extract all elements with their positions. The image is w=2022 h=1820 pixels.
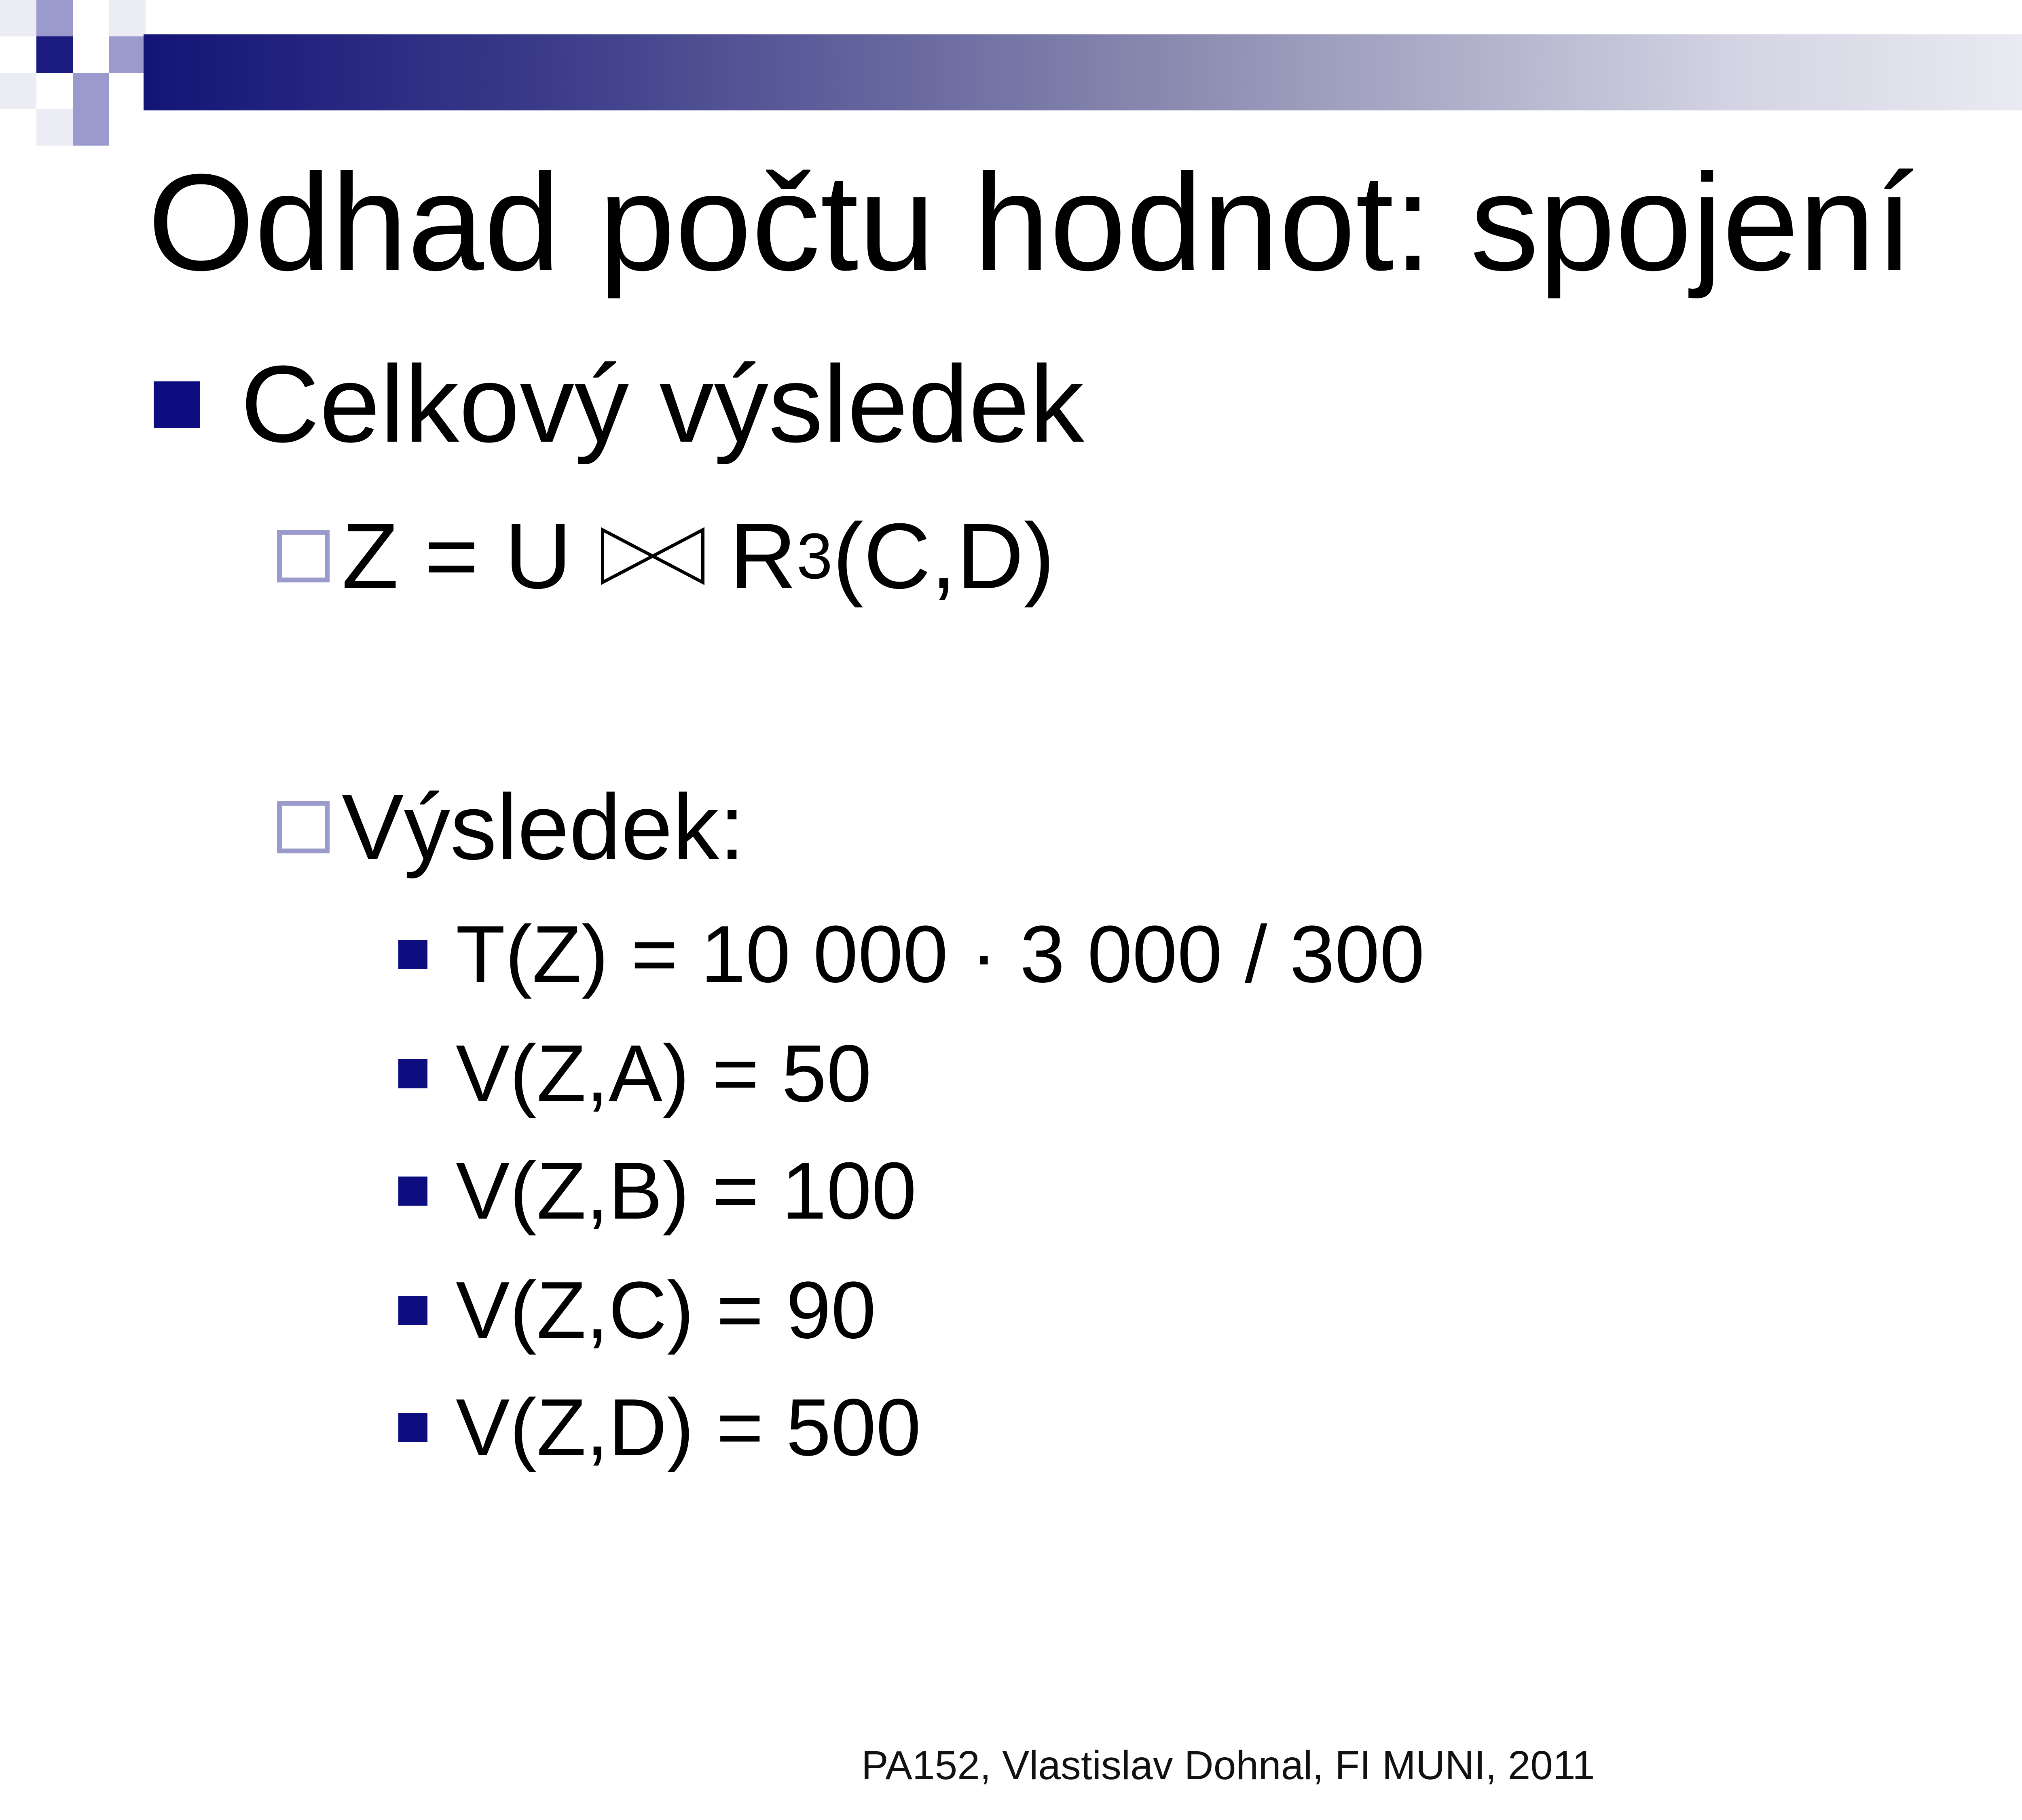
decor-square-light	[36, 0, 73, 36]
square-bullet-icon	[398, 1059, 427, 1088]
decor-square-pale-3	[0, 73, 36, 109]
decor-square-dark	[36, 36, 73, 73]
square-bullet-icon	[398, 1177, 427, 1206]
decor-square-pale	[0, 0, 36, 36]
decor-square-light-2	[109, 36, 146, 73]
formula-line	[277, 495, 1055, 617]
formula-args: (C,D)	[832, 504, 1055, 608]
square-bullet-icon	[398, 1413, 427, 1442]
hollow-square-bullet-icon	[277, 530, 330, 582]
formula: Z = U R 3 (C,D)	[342, 504, 1055, 608]
header-gradient-bar	[144, 34, 2022, 110]
result-item-tz: T(Z) = 10 000 · 3 000 / 300	[456, 909, 1425, 999]
result-item-vzb: V(Z,B) = 100	[456, 1146, 917, 1236]
slide-title: Odhad počtu hodnot: spojení	[148, 146, 1914, 299]
result-item-vzc: V(Z,C) = 90	[456, 1265, 876, 1355]
decor-square-light-4	[73, 109, 109, 146]
square-bullet-icon	[154, 381, 200, 428]
formula-relation: R	[729, 504, 797, 608]
list-item	[398, 1143, 916, 1240]
footer-text: PA152, Vlastislav Dohnal, FI MUNI, 2011	[861, 1743, 1595, 1788]
result-label-line	[277, 766, 745, 888]
square-bullet-icon	[398, 940, 427, 969]
bullet-overall-result	[154, 344, 1084, 465]
result-label: Výsledek:	[342, 775, 745, 879]
hollow-square-bullet-icon	[277, 801, 330, 853]
natural-join-icon	[600, 526, 705, 586]
list-item	[398, 1025, 871, 1122]
list-item	[398, 1379, 921, 1476]
formula-left: Z = U	[342, 504, 572, 608]
decor-square-pale-4	[36, 109, 73, 146]
square-bullet-icon	[398, 1296, 427, 1325]
list-item	[398, 906, 1425, 1003]
decor-square-light-3	[73, 73, 109, 109]
result-item-vzd: V(Z,D) = 500	[456, 1382, 921, 1473]
list-item	[398, 1262, 876, 1359]
bullet-overall-result-text: Celkový výsledek	[241, 343, 1084, 465]
result-item-vza: V(Z,A) = 50	[456, 1029, 872, 1119]
decor-square-pale-2	[109, 0, 146, 36]
